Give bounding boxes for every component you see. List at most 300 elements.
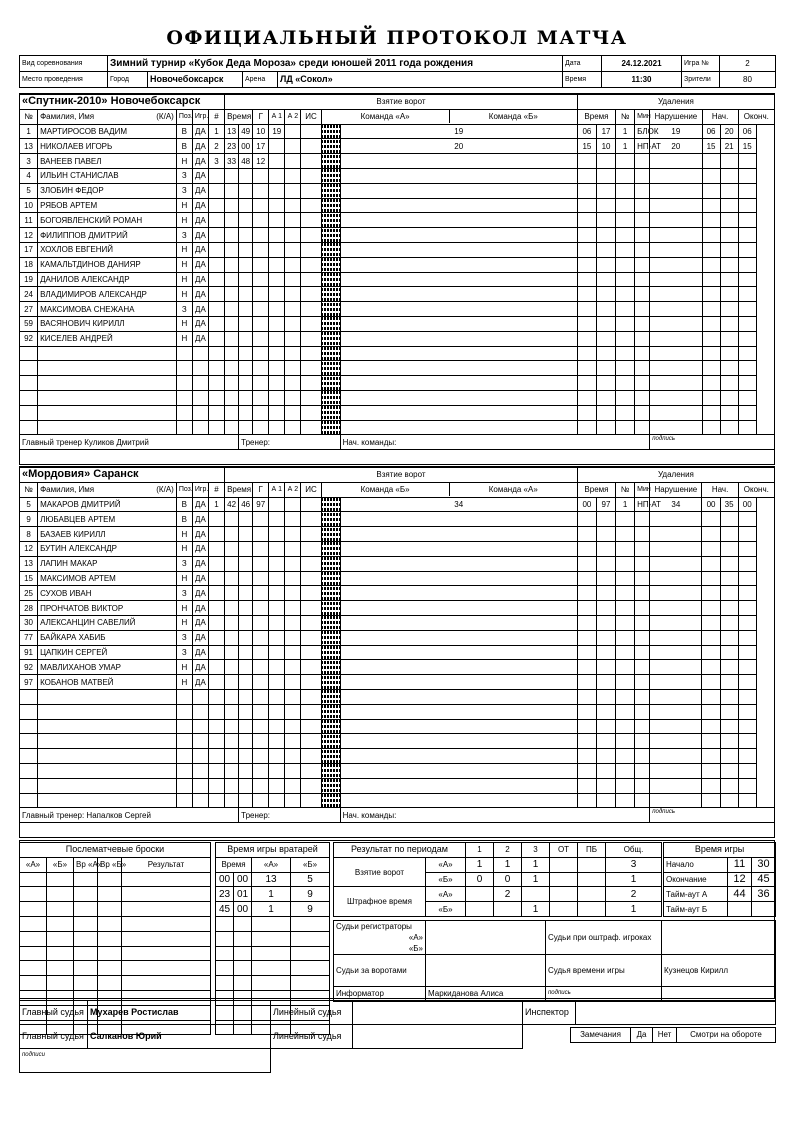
- goal-index: 2: [208, 139, 224, 154]
- table-row: [20, 793, 775, 808]
- player-played: ДА: [192, 497, 208, 512]
- goal-sec: 00: [239, 139, 253, 154]
- pen-sec: 15: [577, 139, 596, 154]
- main-ref-label: Главный судья: [20, 1025, 88, 1049]
- player-pos: Н: [176, 154, 192, 169]
- player-name: ФИЛИППОВ ДМИТРИЙ: [38, 228, 177, 243]
- shootout-gk-a: Вр «А»: [74, 857, 98, 872]
- table-row: [20, 615, 775, 630]
- player-pos: Н: [176, 213, 192, 228]
- player-pos: Н: [176, 198, 192, 213]
- player-name: ВАНЕЕВ ПАВЕЛ: [38, 154, 177, 169]
- table-row: [216, 931, 330, 946]
- gk-min: 23: [216, 887, 234, 902]
- period-cell: 1: [522, 872, 550, 887]
- match-header: [19, 55, 776, 72]
- row-label-b: «Б»: [426, 902, 466, 917]
- end-label: Окончание: [664, 872, 728, 887]
- pen-minutes: 1: [616, 124, 635, 139]
- game-label: Игра №: [682, 56, 720, 72]
- row-label-a: «А»: [426, 857, 466, 872]
- player-number: 17: [20, 242, 38, 257]
- goal-scorer: 17: [253, 139, 269, 154]
- shootout-a: «А»: [20, 857, 47, 872]
- period-cell: [550, 872, 578, 887]
- player-pos: З: [176, 645, 192, 660]
- player-number: 24: [20, 287, 38, 302]
- table-row: [20, 331, 775, 346]
- pen-min: 19: [340, 124, 577, 139]
- goal-scorer: 97: [253, 497, 269, 512]
- shootout-gk-b: Вр «Б»: [98, 857, 122, 872]
- player-played: ДА: [192, 630, 208, 645]
- gk-a: 1: [252, 902, 291, 917]
- pen-min: 20: [340, 139, 577, 154]
- pen-start-sec: 06: [702, 124, 720, 139]
- pen-min: 34: [340, 497, 577, 512]
- pen-end-min: 35: [720, 497, 738, 512]
- pen-end-sec: 00: [738, 497, 756, 512]
- col-num: №: [20, 109, 38, 124]
- player-played: ДА: [192, 331, 208, 346]
- period-cell: [466, 902, 494, 917]
- inspector-label: Инспектор: [523, 1001, 576, 1025]
- period-cell: 2: [606, 887, 662, 902]
- player-played: ДА: [192, 257, 208, 272]
- player-name: РЯБОВ АРТЕМ: [38, 198, 177, 213]
- col-viol: Нарушение: [650, 482, 702, 497]
- goal-index: 1: [208, 497, 224, 512]
- main-ref-2: Салканов Юрий: [88, 1025, 271, 1049]
- table-row: [20, 734, 775, 749]
- player-pos: Н: [176, 541, 192, 556]
- player-number: 92: [20, 331, 38, 346]
- table-row: [20, 630, 775, 645]
- timeout-b-label: Тайм-аут Б: [664, 902, 728, 917]
- competition-name: Зимний турнир «Кубок Деда Мороза» среди юношей 2011 года рождения: [108, 56, 563, 72]
- player-number: 11: [20, 213, 38, 228]
- notes-table: [570, 1027, 776, 1043]
- player-pos: Н: [176, 242, 192, 257]
- notes-label: Замечания: [571, 1028, 631, 1043]
- player-name: МАКАРОВ ДМИТРИЙ: [38, 497, 177, 512]
- time-label: Время: [563, 72, 602, 88]
- player-played: ДА: [192, 660, 208, 675]
- player-number: 91: [20, 645, 38, 660]
- player-number: 30: [20, 615, 38, 630]
- spectators-label: Зрители: [682, 72, 720, 88]
- col-end: Оконч.: [738, 482, 774, 497]
- period-cell: [550, 857, 578, 872]
- reg-judges: Судьи регистраторы «А» «Б»: [334, 921, 426, 955]
- period-cell: [578, 902, 606, 917]
- player-number: 13: [20, 139, 38, 154]
- goal-assist2: [285, 497, 301, 512]
- table-row: [216, 872, 330, 887]
- spectators: 80: [720, 72, 776, 88]
- team-name: «Спутник-2010» Новочебоксарск: [20, 95, 225, 110]
- player-played: ДА: [192, 586, 208, 601]
- city-label: Город: [108, 72, 148, 88]
- col-name: Фамилия, Имя (К/А): [38, 482, 177, 497]
- player-name: МАВЛИХАНОВ УМАР: [38, 660, 177, 675]
- line-ref-label: Линейный судья: [271, 1025, 353, 1049]
- goal-assist1: [269, 154, 285, 169]
- pen-violation: БЛОК: [635, 124, 650, 139]
- player-pos: Н: [176, 527, 192, 542]
- goals-title: Взятие ворот: [225, 468, 578, 483]
- col-name: Фамилия, Имя (К/А): [38, 109, 177, 124]
- goal-index: 1: [208, 124, 224, 139]
- player-pos: З: [176, 302, 192, 317]
- player-number: 1: [20, 124, 38, 139]
- period-cell: [522, 887, 550, 902]
- goalie-b-col: «Б»: [291, 857, 330, 872]
- player-pos: Н: [176, 660, 192, 675]
- end-min: 45: [752, 872, 776, 887]
- goal-assist1: [269, 139, 285, 154]
- player-number: 15: [20, 571, 38, 586]
- col-time: Время: [225, 109, 253, 124]
- sign-label: подпись: [650, 808, 775, 823]
- player-number: 13: [20, 556, 38, 571]
- col-pos: Поз.: [176, 109, 192, 124]
- match-time: 11:30: [602, 72, 682, 88]
- timeout-a-sec: 36: [752, 887, 776, 902]
- gk-a: 13: [252, 872, 291, 887]
- pen-start-min: 20: [650, 139, 702, 154]
- col-num: №: [20, 482, 38, 497]
- col-end: Оконч.: [738, 109, 774, 124]
- player-name: ЦАПКИН СЕРГЕЙ: [38, 645, 177, 660]
- game-time-title: Время игры: [664, 843, 776, 858]
- player-pos: Н: [176, 287, 192, 302]
- goal-scorer: 12: [253, 154, 269, 169]
- col-a2: А 2: [285, 109, 301, 124]
- period-3: 3: [522, 843, 550, 858]
- game-time-table: [663, 842, 776, 917]
- arena: ЛД «Сокол»: [278, 72, 563, 88]
- player-name: ЗЛОБИН ФЕДОР: [38, 183, 177, 198]
- pen-sec: 06: [577, 124, 596, 139]
- player-played: ДА: [192, 512, 208, 527]
- informer-name: Маркиданова Алиса: [426, 987, 546, 1002]
- col-min: Мин: [635, 482, 650, 497]
- player-pos: Н: [176, 316, 192, 331]
- goal-assist1: [269, 497, 285, 512]
- player-number: 8: [20, 527, 38, 542]
- table-row: [20, 571, 775, 586]
- col-start: Нач.: [702, 482, 738, 497]
- table-row: [20, 675, 775, 690]
- period-cell: [550, 887, 578, 902]
- gk-sec: 01: [234, 887, 252, 902]
- table-row: [20, 719, 775, 734]
- teamB-table: [19, 467, 775, 823]
- goal-assist2: [285, 154, 301, 169]
- player-played: ДА: [192, 302, 208, 317]
- teamA-table: [19, 94, 775, 450]
- table-row: [20, 213, 775, 228]
- period-cell: [494, 902, 522, 917]
- table-row: [20, 302, 775, 317]
- period-cell: [578, 872, 606, 887]
- player-played: ДА: [192, 571, 208, 586]
- table-row: [20, 405, 775, 420]
- player-name: ЛАПИН МАКАР: [38, 556, 177, 571]
- player-pos: В: [176, 139, 192, 154]
- table-row: [20, 346, 775, 361]
- col-teams: Команда «А» Команда «Б»: [321, 109, 577, 124]
- trainer-label: Тренер:: [239, 808, 340, 823]
- player-played: ДА: [192, 287, 208, 302]
- player-number: 77: [20, 630, 38, 645]
- table-row: [20, 645, 775, 660]
- player-pos: В: [176, 497, 192, 512]
- player-played: ДА: [192, 675, 208, 690]
- pen-minutes: 1: [616, 139, 635, 154]
- player-number: 25: [20, 586, 38, 601]
- player-name: БУТИН АЛЕКСАНДР: [38, 541, 177, 556]
- notes-no[interactable]: Нет: [653, 1028, 677, 1043]
- period-cell: 0: [466, 872, 494, 887]
- player-pos: В: [176, 124, 192, 139]
- player-number: 5: [20, 183, 38, 198]
- pen-violation: НП-АТ: [635, 497, 650, 512]
- gk-min: 45: [216, 902, 234, 917]
- table-row: [20, 154, 775, 169]
- col-min: Мин: [635, 109, 650, 124]
- player-name: ИЛЬИН СТАНИСЛАВ: [38, 168, 177, 183]
- goalie-time-col: Время: [216, 857, 252, 872]
- period-cell: [578, 857, 606, 872]
- goal-sec: 49: [239, 124, 253, 139]
- period-cell: 1: [522, 902, 550, 917]
- player-number: 5: [20, 497, 38, 512]
- notes-yes[interactable]: Да: [631, 1028, 653, 1043]
- row-label-b: «Б»: [426, 872, 466, 887]
- match-date: 24.12.2021: [602, 56, 682, 72]
- period-cell: [550, 902, 578, 917]
- table-row: [20, 586, 775, 601]
- period-cell: 1: [606, 872, 662, 887]
- player-pos: Н: [176, 571, 192, 586]
- page-title: ОФИЦИАЛЬНЫЙ ПРОТОКОЛ МАТЧА: [166, 27, 628, 49]
- table-row: [20, 541, 775, 556]
- shootout: ПБ: [578, 843, 606, 858]
- player-played: ДА: [192, 541, 208, 556]
- table-row: [20, 316, 775, 331]
- player-played: ДА: [192, 601, 208, 616]
- sign-label: подпись: [546, 987, 662, 1002]
- game-number: 2: [720, 56, 776, 72]
- player-number: 28: [20, 601, 38, 616]
- player-played: ДА: [192, 615, 208, 630]
- total: Общ.: [606, 843, 662, 858]
- table-row: [216, 946, 330, 961]
- player-pos: З: [176, 586, 192, 601]
- pen-sec: 00: [577, 497, 596, 512]
- table-row: [20, 976, 211, 991]
- period-results-table: [333, 842, 662, 917]
- col-goal: Г: [253, 109, 269, 124]
- table-row: [216, 902, 330, 917]
- informer-label: Информатор: [334, 987, 426, 1002]
- player-number: 18: [20, 257, 38, 272]
- goal-sec: 46: [239, 497, 253, 512]
- pen-minutes: 1: [616, 497, 635, 512]
- player-number: 12: [20, 541, 38, 556]
- col-goal: Г: [253, 482, 269, 497]
- player-number: 27: [20, 302, 38, 317]
- player-played: ДА: [192, 183, 208, 198]
- start-label: Начало: [664, 857, 728, 872]
- col-is: ИС: [301, 482, 321, 497]
- goal-min: 23: [225, 139, 239, 154]
- table-row: [20, 139, 775, 154]
- col-pos: Поз.: [176, 482, 192, 497]
- main-ref-1: Мухарев Ростислав: [88, 1001, 271, 1025]
- pen-violation: НП-АТ: [635, 139, 650, 154]
- table-row: [20, 556, 775, 571]
- pen-player: 17: [596, 124, 615, 139]
- player-number: 92: [20, 660, 38, 675]
- table-row: [20, 361, 775, 376]
- col-start: Нач.: [702, 109, 738, 124]
- period-cell: 1: [606, 902, 662, 917]
- pen-start-min: 19: [650, 124, 702, 139]
- gk-b: 9: [291, 887, 330, 902]
- officials-table: [333, 920, 776, 1002]
- table-row: [20, 778, 775, 793]
- chief-label: Нач. команды:: [340, 435, 650, 450]
- col-viol: Нарушение: [650, 109, 702, 124]
- head-coach: Главный тренер Куликов Дмитрий: [20, 435, 239, 450]
- pen-start-min: 34: [650, 497, 702, 512]
- player-pos: Н: [176, 272, 192, 287]
- goal-assist2: [285, 139, 301, 154]
- player-played: ДА: [192, 242, 208, 257]
- signatures-label: подписи: [20, 1049, 271, 1073]
- table-row: [20, 916, 211, 931]
- player-played: ДА: [192, 139, 208, 154]
- gk-b: 5: [291, 872, 330, 887]
- goal-min: 33: [225, 154, 239, 169]
- player-name: БОГОЯВЛЕНСКИЙ РОМАН: [38, 213, 177, 228]
- table-row: [20, 242, 775, 257]
- player-pos: З: [176, 630, 192, 645]
- player-played: ДА: [192, 272, 208, 287]
- player-pos: З: [176, 183, 192, 198]
- period-cell: [466, 887, 494, 902]
- col-played: Игр.: [192, 482, 208, 497]
- col-time: Время: [225, 482, 253, 497]
- place-label: Место проведения: [20, 72, 108, 88]
- start-hour: 11: [728, 857, 752, 872]
- player-number: 19: [20, 272, 38, 287]
- main-ref-label: Главный судья: [20, 1001, 88, 1025]
- goal-scorer: 10: [253, 124, 269, 139]
- player-name: АЛЕКСАНЦИН САВЕЛИЙ: [38, 615, 177, 630]
- col-teams: Команда «Б» Команда «А»: [321, 482, 577, 497]
- player-name: ПРОНЧАТОВ ВИКТОР: [38, 601, 177, 616]
- pen-end-min: 21: [720, 139, 738, 154]
- goal-min: 13: [225, 124, 239, 139]
- gk-sec: 00: [234, 872, 252, 887]
- player-number: 9: [20, 512, 38, 527]
- comp-label: Вид соревнования: [20, 56, 108, 72]
- player-played: ДА: [192, 154, 208, 169]
- player-pos: Н: [176, 601, 192, 616]
- player-pos: В: [176, 512, 192, 527]
- end-hour: 12: [728, 872, 752, 887]
- player-pos: Н: [176, 675, 192, 690]
- period-cell: 1: [466, 857, 494, 872]
- see-back: Смотри на обороте: [677, 1028, 776, 1043]
- timekeeper-name: Кузнецов Кирилл: [662, 955, 776, 987]
- table-row: [20, 198, 775, 213]
- player-pos: З: [176, 168, 192, 183]
- shootout-result: Результат: [122, 857, 211, 872]
- table-row: [20, 272, 775, 287]
- goal-min: 42: [225, 497, 239, 512]
- pim-row-label: Штрафное время: [334, 887, 426, 917]
- pen-start-sec: 15: [702, 139, 720, 154]
- table-row: [20, 124, 775, 139]
- team-name: «Мордовия» Саранск: [20, 468, 225, 483]
- table-row: [216, 976, 330, 991]
- timeout-a-label: Тайм-аут А: [664, 887, 728, 902]
- period-cell: 3: [606, 857, 662, 872]
- table-row: [20, 660, 775, 675]
- gk-min: 00: [216, 872, 234, 887]
- line-ref-label: Линейный судья: [271, 1001, 353, 1025]
- pen-end-sec: 15: [738, 139, 756, 154]
- period-cell: 2: [494, 887, 522, 902]
- table-row: [20, 601, 775, 616]
- table-row: [20, 887, 211, 902]
- player-name: МАКСИМОВ АРТЕМ: [38, 571, 177, 586]
- table-row: [20, 931, 211, 946]
- table-row: [20, 390, 775, 405]
- col-ptime: Время: [577, 109, 615, 124]
- table-row: [20, 946, 211, 961]
- col-hash: #: [208, 482, 224, 497]
- table-row: [20, 420, 775, 435]
- player-name: СУХОВ ИВАН: [38, 586, 177, 601]
- penalties-title: Удаления: [577, 468, 774, 483]
- table-row: [216, 961, 330, 976]
- table-row: [20, 902, 211, 917]
- player-pos: Н: [176, 615, 192, 630]
- goal-index: 3: [208, 154, 224, 169]
- player-name: КАМАЛЬТДИНОВ ДАНИЯР: [38, 257, 177, 272]
- table-row: [20, 961, 211, 976]
- table-row: [20, 376, 775, 391]
- player-played: ДА: [192, 213, 208, 228]
- col-played: Игр.: [192, 109, 208, 124]
- col-pnum: №: [616, 482, 635, 497]
- player-name: БАЙКАРА ХАБИБ: [38, 630, 177, 645]
- periods-title: Результат по периодам: [334, 843, 466, 858]
- player-played: ДА: [192, 124, 208, 139]
- player-played: ДА: [192, 168, 208, 183]
- player-number: 12: [20, 228, 38, 243]
- arena-label: Арена: [243, 72, 278, 88]
- table-row: [20, 287, 775, 302]
- overtime: ОТ: [550, 843, 578, 858]
- goal-judges: Судьи за воротами: [334, 955, 426, 987]
